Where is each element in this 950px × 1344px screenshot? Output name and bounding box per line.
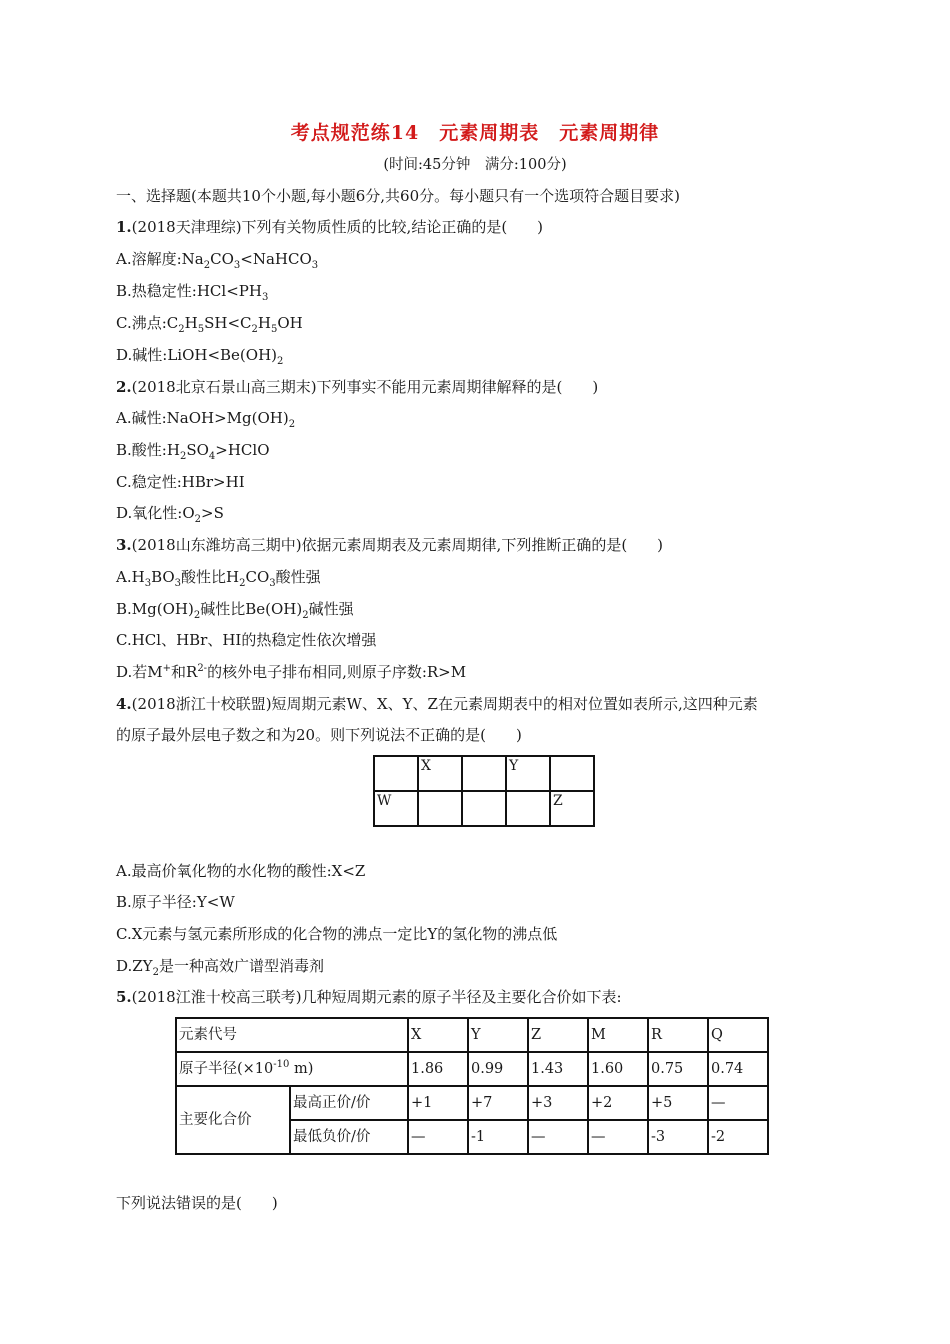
table-cell: 0.99 xyxy=(468,1052,528,1086)
table-row xyxy=(176,1052,768,1086)
table-cell: — xyxy=(708,1086,768,1120)
q4-option-c[interactable]: C.X元素与氢元素所形成的化合物的沸点一定比Y的氢化物的沸点低 xyxy=(116,925,558,943)
q4-stem-line2: 的原子最外层电子数之和为20。则下列说法不正确的是( ) xyxy=(116,726,522,744)
table-cell: — xyxy=(588,1120,648,1154)
q3-option-b[interactable]: $B.Mg(OH)_2$碱性比$Be(OH)_2$碱性强 xyxy=(116,600,354,621)
section-heading: 一、选择题(本题共10个小题,每小题6分,共60分。每小题只有一个选项符合题目要求) xyxy=(116,187,680,205)
table-cell: +1 xyxy=(408,1086,468,1120)
table-row-label: 最低负价/价 xyxy=(290,1120,408,1154)
q2-option-b[interactable]: B.酸性$:H_2SO_4>HClO$ xyxy=(116,441,270,462)
table-cell xyxy=(506,791,550,826)
q2-option-c[interactable]: C.稳定性:HBr>HI xyxy=(116,473,245,491)
table-cell: 1.86 xyxy=(408,1052,468,1086)
q4-option-b[interactable]: B.原子半径:Y<W xyxy=(116,893,235,911)
q1-option-d[interactable]: D.碱性$:LiOH<Be(OH)_2$ xyxy=(116,346,284,367)
table-row-label: 最高正价/价 xyxy=(290,1086,408,1120)
table-cell xyxy=(462,756,506,791)
table-cell: X xyxy=(418,756,462,791)
table-cell: +3 xyxy=(528,1086,588,1120)
q3-option-c[interactable]: C.HCl、HBr、HI的热稳定性依次增强 xyxy=(116,631,377,649)
periodic-position-table xyxy=(373,755,595,827)
q4-option-d[interactable]: $D.ZY_2$是一种高效广谱型消毒剂 xyxy=(116,957,324,978)
q1-number: 1. xyxy=(116,218,132,236)
table-cell xyxy=(462,791,506,826)
table-cell: 0.74 xyxy=(708,1052,768,1086)
q1-option-b[interactable]: B.热稳定性$:HCl<PH_3$ xyxy=(116,282,269,303)
table-header-cell: Q xyxy=(708,1018,768,1052)
q1-option-c[interactable]: C.沸点$:C_2H_5SH<C_2H_5OH$ xyxy=(116,314,303,335)
table-cell xyxy=(418,791,462,826)
table-cell xyxy=(374,756,418,791)
q2-number: 2. xyxy=(116,378,132,396)
table-cell: -2 xyxy=(708,1120,768,1154)
q2-stem xyxy=(116,376,598,397)
q1-option-a[interactable]: A.溶解度$:Na_2CO_3<NaHCO_3$ xyxy=(116,250,319,271)
table-cell: Z xyxy=(550,791,594,826)
q3-stem-text: (2018山东潍坊高三期中)依据元素周期表及元素周期律,下列推断正确的是( ) xyxy=(131,536,664,554)
q4-option-a[interactable]: A.最高价氧化物的水化物的酸性:X<Z xyxy=(116,862,366,880)
table-cell: 1.60 xyxy=(588,1052,648,1086)
table-cell xyxy=(550,756,594,791)
q4-stem-line1 xyxy=(116,693,758,714)
q1-stem-text: (2018天津理综)下列有关物质性质的比较,结论正确的是( ) xyxy=(131,218,544,236)
table-header-cell: R xyxy=(648,1018,708,1052)
table-cell: +7 xyxy=(468,1086,528,1120)
table-cell: +2 xyxy=(588,1086,648,1120)
table-row xyxy=(176,1086,768,1120)
q5-stem-text: (2018江淮十校高三联考)几种短周期元素的原子半径及主要化合价如下表: xyxy=(131,988,622,1006)
q2-option-d[interactable]: D.氧化性$:O_2>S$ xyxy=(116,504,224,525)
table-row xyxy=(374,791,594,826)
table-cell: 0.75 xyxy=(648,1052,708,1086)
table-header-cell: 元素代号 xyxy=(176,1018,408,1052)
element-data-table xyxy=(175,1017,769,1155)
table-row xyxy=(176,1018,768,1052)
page-title: 考点规范练14 元素周期表 元素周期律 xyxy=(290,122,660,144)
table-row-label: 原子半径($\times 10^{-10}$ m) xyxy=(176,1052,408,1086)
table-cell: — xyxy=(408,1120,468,1154)
time-score-note: (时间:45分钟 满分:100分) xyxy=(383,157,567,173)
table-header-cell: M xyxy=(588,1018,648,1052)
q3-option-a[interactable]: $A.H_3BO_3$酸性比$H_2CO_3$酸性强 xyxy=(116,568,321,589)
table-row xyxy=(374,756,594,791)
q1-stem xyxy=(116,216,543,237)
q2-option-a[interactable]: A.碱性$:NaOH>Mg(OH)_2$ xyxy=(116,409,296,430)
table-row-label: 主要化合价 xyxy=(176,1086,290,1154)
table-header-cell: Z xyxy=(528,1018,588,1052)
q3-number: 3. xyxy=(116,536,132,554)
table-cell: Y xyxy=(506,756,550,791)
q4-number: 4. xyxy=(116,695,132,713)
q3-stem xyxy=(116,534,663,555)
table-cell: — xyxy=(528,1120,588,1154)
q4-stem-text: (2018浙江十校联盟)短周期元素W、X、Y、Z在元素周期表中的相对位置如表所示,这四种元素 xyxy=(131,695,758,713)
q5-tail: 下列说法错误的是( ) xyxy=(116,1194,278,1212)
table-header-cell: X xyxy=(408,1018,468,1052)
table-cell: +5 xyxy=(648,1086,708,1120)
table-header-cell: Y xyxy=(468,1018,528,1052)
q5-number: 5. xyxy=(116,988,132,1006)
table-cell: W xyxy=(374,791,418,826)
q2-stem-text: (2018北京石景山高三期末)下列事实不能用元素周期律解释的是( ) xyxy=(131,378,599,396)
table-cell: 1.43 xyxy=(528,1052,588,1086)
q3-option-d[interactable]: D.若M+和$R^{2-}$的核外电子排布相同,则原子序数:R>M xyxy=(116,663,467,681)
table-cell: -1 xyxy=(468,1120,528,1154)
table-cell: -3 xyxy=(648,1120,708,1154)
q5-stem xyxy=(116,986,622,1007)
